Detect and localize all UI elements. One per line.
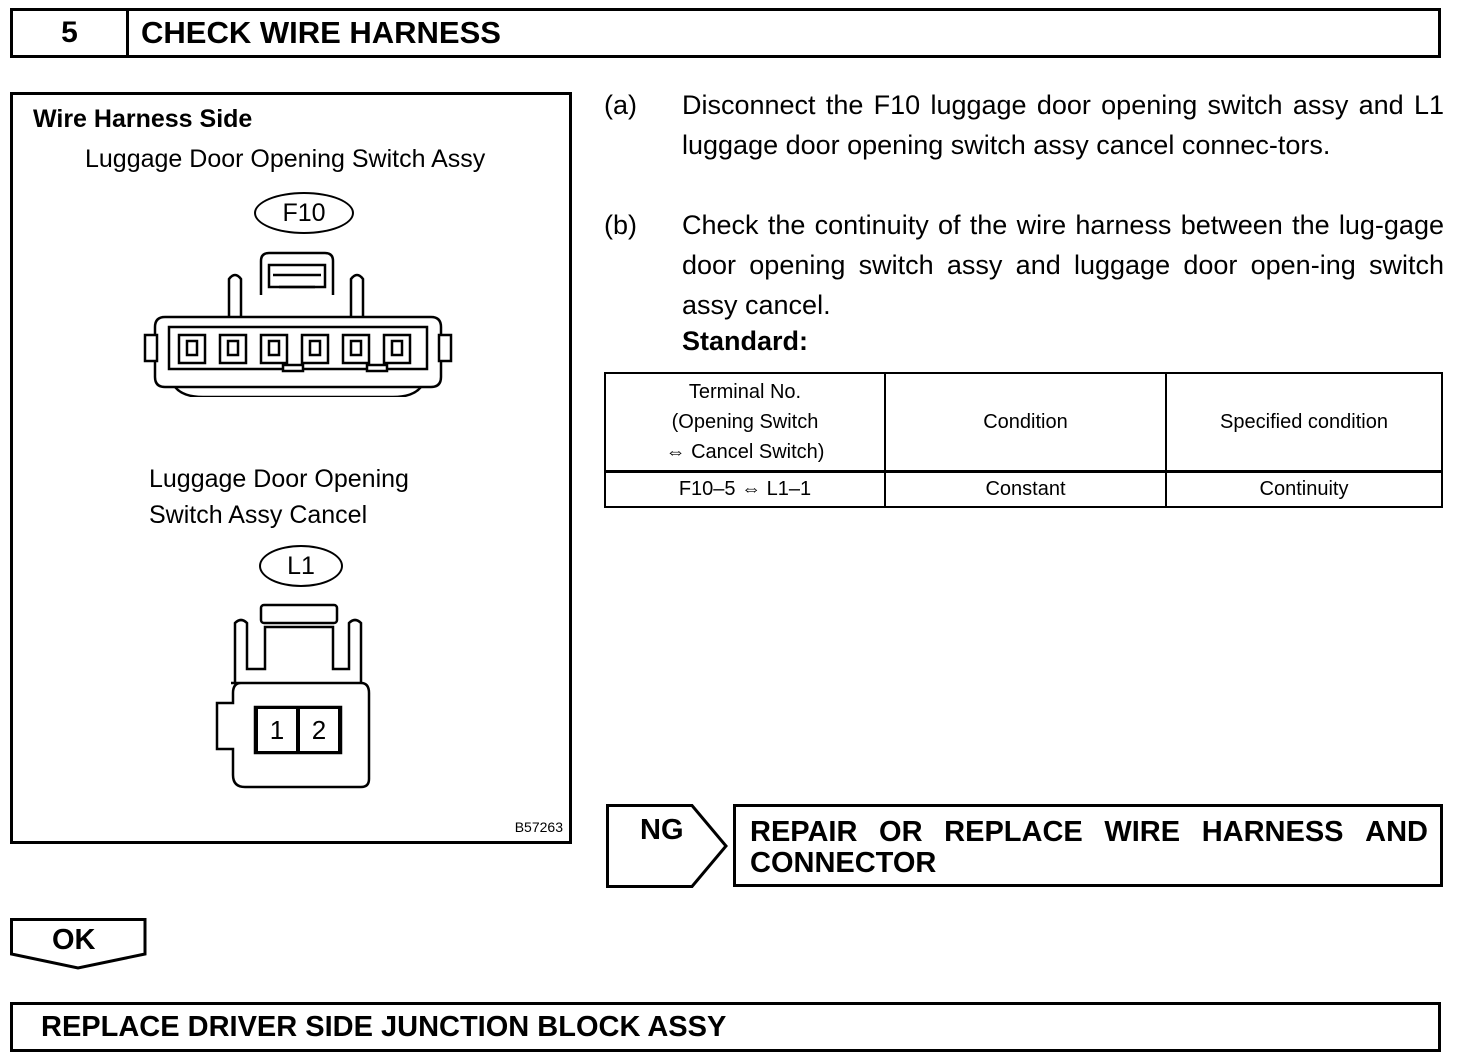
standard-label: Standard: [682,326,809,356]
col-terminal-header-line2: (Opening Switch [671,410,819,433]
table-row [605,471,1442,507]
figure-heading: Wire Harness Side [33,105,253,133]
col-terminal-header-line1: Terminal No. [688,380,802,403]
f10-connector-icon [143,247,453,397]
ng-action-line1 [750,817,1428,848]
ng-action-box [733,804,1443,887]
connector1-name: Luggage Door Opening Switch Assy [85,145,486,173]
connector2-name-line1: Luggage Door Opening [149,465,409,493]
ok-result-box: REPLACE DRIVER SIDE JUNCTION BLOCK ASSY [10,1002,1441,1052]
col-specified-header: Specified condition [1166,373,1442,471]
l1-pin-2: 2 [298,707,340,753]
connector-figure [10,92,572,844]
step-number: 5 [13,11,129,55]
ng-action-line2: CONNECTOR [750,847,937,879]
ng-action-word: REPAIR [750,816,858,848]
figure-id: B57263 [514,819,563,835]
ng-action-word: AND [1365,816,1428,848]
connector2-name-line2: Switch Assy Cancel [149,501,368,529]
l1-pin-1: 1 [256,707,298,753]
ng-action-word: REPLACE [944,816,1083,848]
ok-branch-arrow [10,918,148,975]
ng-action-word: OR [879,816,923,848]
standard-table [604,372,1443,508]
col-terminal-header [605,373,885,471]
connector1-code-label: F10 [254,192,354,234]
ok-label: OK [52,924,96,956]
col-condition-header: Condition [885,373,1166,471]
step-a-text: Disconnect the F10 luggage door opening switch assy and L1 luggage door opening switch assy cancel connec-tors. [682,90,1444,160]
ng-action-word: WIRE [1104,816,1181,848]
step-a-tag: (a) [604,90,637,120]
step-b-text: Check the continuity of the wire harness between the lug-gage door opening switch assy and luggage door open-ing switch assy cancel. [682,210,1444,320]
cell-specified: Continuity [1166,471,1442,507]
step-header [10,8,1441,58]
ng-label: NG [640,814,684,846]
col-terminal-header-line3: ⇔ Cancel Switch) [665,440,825,463]
cell-condition: Constant [885,471,1166,507]
ng-branch-arrow [606,804,730,893]
connector2-code-label: L1 [259,545,343,587]
l1-connector-icon [211,603,377,793]
step-title: CHECK WIRE HARNESS [141,15,501,50]
ng-action-word: HARNESS [1201,816,1344,848]
cell-terminal: F10–5 ⇔ L1–1 [605,471,885,507]
step-b-tag: (b) [604,210,637,240]
